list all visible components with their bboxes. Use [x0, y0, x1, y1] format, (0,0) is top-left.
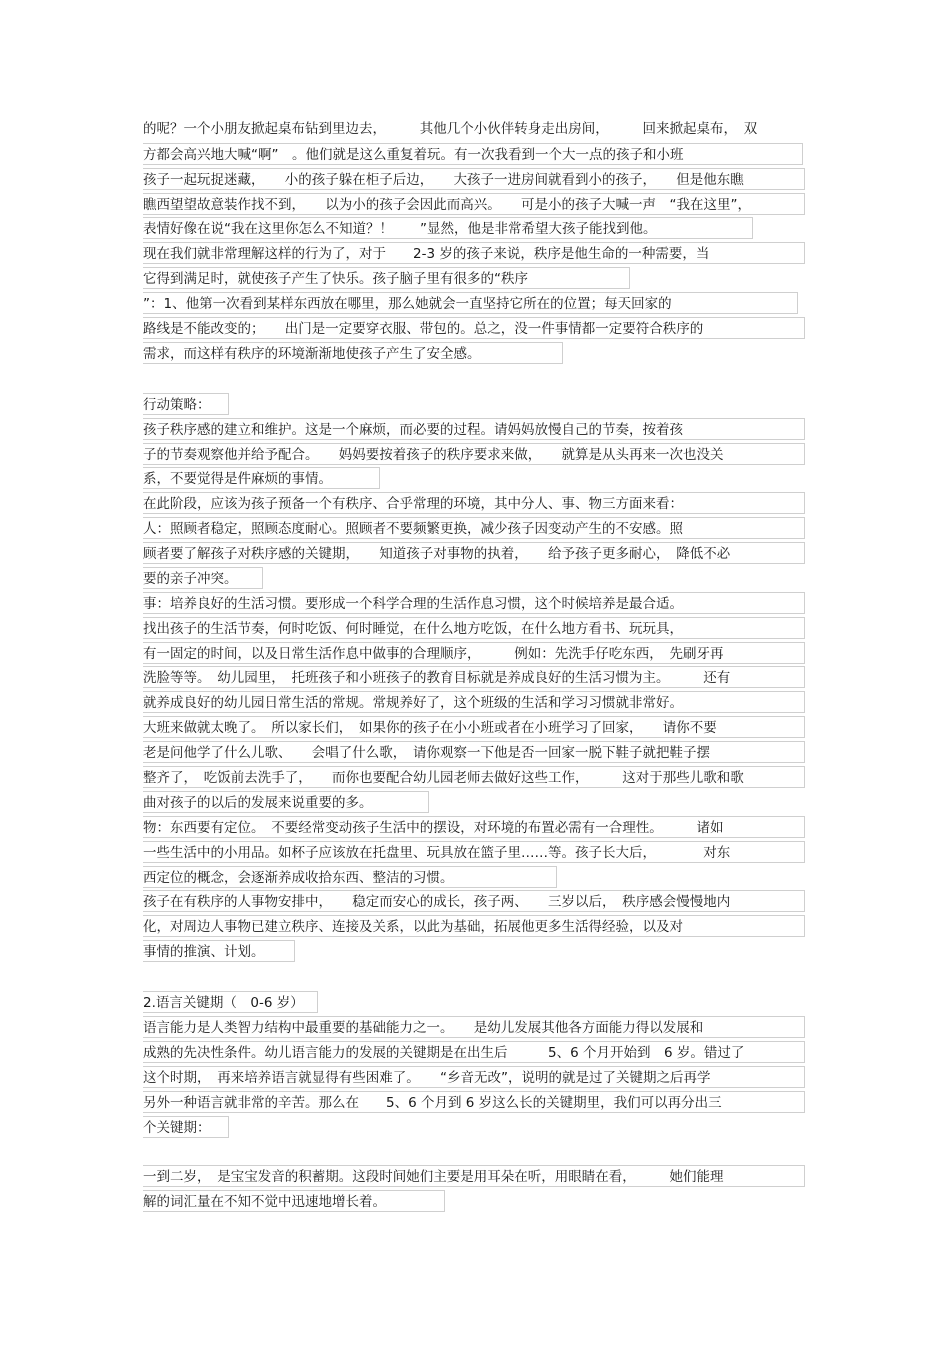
text-line: 它得到满足时，就使孩子产生了快乐。孩子脑子里有很多的“秩序 [143, 267, 630, 289]
text-line: 孩子在有秩序的人事物安排中， 稳定而安心的成长，孩子两、 三岁以后， 秩序感会慢慢地内 [143, 890, 805, 912]
text-line: 化，对周边人事物已建立秩序、连接及关系，以此为基础，拓展他更多生活得经验，以及对 [143, 915, 805, 937]
text-line: 孩子一起玩捉迷藏， 小的孩子躲在柜子后边， 大孩子一进房间就看到小的孩子， 但是他东瞧 [143, 168, 805, 190]
text-line: 子的节奏观察他并给予配合。 妈妈要按着孩子的秩序要求来做， 就算是从头再来一次也没关 [143, 443, 805, 465]
text-line: 一到二岁， 是宝宝发音的积蓄期。这段时间她们主要是用耳朵在听，用眼睛在看， 她们能理 [143, 1165, 805, 1187]
text-line: 瞧西望望故意装作找不到， 以为小的孩子会因此而高兴。 可是小的孩子大喊一声 “我在这里”， [143, 193, 805, 215]
text-line: ”：1、他第一次看到某样东西放在哪里，那么她就会一直坚持它所在的位置；每天回家的 [143, 292, 798, 314]
text-line: 个关键期： [143, 1116, 229, 1138]
text-line: 洗脸等等。 幼儿园里， 托班孩子和小班孩子的教育目标就是养成良好的生活习惯为主。 还有 [143, 666, 805, 688]
text-line: 人：照顾者稳定，照顾态度耐心。照顾者不要频繁更换，减少孩子因变动产生的不安感。照 [143, 517, 805, 539]
text-line: 老是问他学了什么儿歌、 会唱了什么歌， 请你观察一下他是否一回家一脱下鞋子就把鞋子摆 [143, 741, 805, 763]
section-heading: 行动策略： [143, 393, 229, 415]
text-line: 整齐了， 吃饭前去洗手了， 而你也要配合幼儿园老师去做好这些工作， 这对于那些儿歌和歌 [143, 766, 805, 788]
text-line: 有一固定的时间，以及日常生活作息中做事的合理顺序， 例如：先洗手仔吃东西， 先刷牙再 [143, 642, 805, 664]
text-line: 一些生活中的小用品。如杯子应该放在托盘里、玩具放在篮子里……等。孩子长大后， 对东 [143, 841, 805, 863]
text-line: 大班来做就太晚了。 所以家长们， 如果你的孩子在小小班或者在小班学习了回家， 请你不要 [143, 716, 805, 738]
text-line: 成熟的先决性条件。幼儿语言能力的发展的关键期是在出生后 5、6 个月开始到 6 岁。错过了 [143, 1041, 805, 1063]
text-line: 曲对孩子的以后的发展来说重要的多。 [143, 791, 429, 813]
text-line: 解的词汇量在不知不觉中迅速地增长着。 [143, 1190, 445, 1212]
text-line: 物：东西要有定位。 不要经常变动孩子生活中的摆设，对环境的布置必需有一合理性。 诸如 [143, 816, 805, 838]
section-heading: 2.语言关键期（ 0-6 岁） [143, 991, 318, 1013]
text-line: 现在我们就非常理解这样的行为了，对于 2-3 岁的孩子来说，秩序是他生命的一种需要，当 [143, 242, 805, 264]
text-line: 西定位的概念，会逐渐养成收拾东西、整洁的习惯。 [143, 866, 557, 888]
text-line: 另外一种语言就非常的辛苦。那么在 5、6 个月到 6 岁这么长的关键期里，我们可以再分出三 [143, 1091, 805, 1113]
text-line: 事情的推演、计划。 [143, 940, 295, 962]
text-line: 孩子秩序感的建立和维护。这是一个麻烦，而必要的过程。请妈妈放慢自己的节奏，按着孩 [143, 418, 805, 440]
text-line: 在此阶段，应该为孩子预备一个有秩序、合乎常理的环境，其中分人、事、物三方面来看： [143, 492, 805, 514]
text-line: 要的亲子冲突。 [143, 567, 263, 589]
text-line: 这个时期， 再来培养语言就显得有些困难了。 “乡音无改”，说明的就是过了关键期之后再学 [143, 1066, 805, 1088]
text-line: 方都会高兴地大喊“啊” 。他们就是这么重复着玩。有一次我看到一个大一点的孩子和小班 [143, 143, 803, 165]
text-line: 顾者要了解孩子对秩序感的关键期， 知道孩子对事物的执着， 给予孩子更多耐心， 降低不必 [143, 542, 805, 564]
text-line: 需求，而这样有秩序的环境渐渐地使孩子产生了安全感。 [143, 342, 563, 364]
text-line: 找出孩子的生活节奏，何时吃饭、何时睡觉，在什么地方吃饭，在什么地方看书、玩玩具， [143, 617, 805, 639]
text-line: 就养成良好的幼儿园日常生活的常规。常规养好了，这个班级的生活和学习习惯就非常好。 [143, 691, 805, 713]
text-line: 事：培养良好的生活习惯。要形成一个科学合理的生活作息习惯，这个时候培养是最合适。 [143, 592, 805, 614]
text-line: 的呢？一个小朋友掀起桌布钻到里边去， 其他几个小伙伴转身走出房间， 回来掀起桌布， 双 [143, 121, 758, 137]
text-line: 语言能力是人类智力结构中最重要的基础能力之一。 是幼儿发展其他各方面能力得以发展和 [143, 1016, 805, 1038]
text-line: 表情好像在说“我在这里你怎么不知道？！ ”显然，他是非常希望大孩子能找到他。 [143, 217, 753, 239]
text-line: 路线是不能改变的； 出门是一定要穿衣服、带包的。总之，没一件事情都一定要符合秩序的 [143, 317, 805, 339]
text-line: 系，不要觉得是件麻烦的事情。 [143, 467, 380, 489]
